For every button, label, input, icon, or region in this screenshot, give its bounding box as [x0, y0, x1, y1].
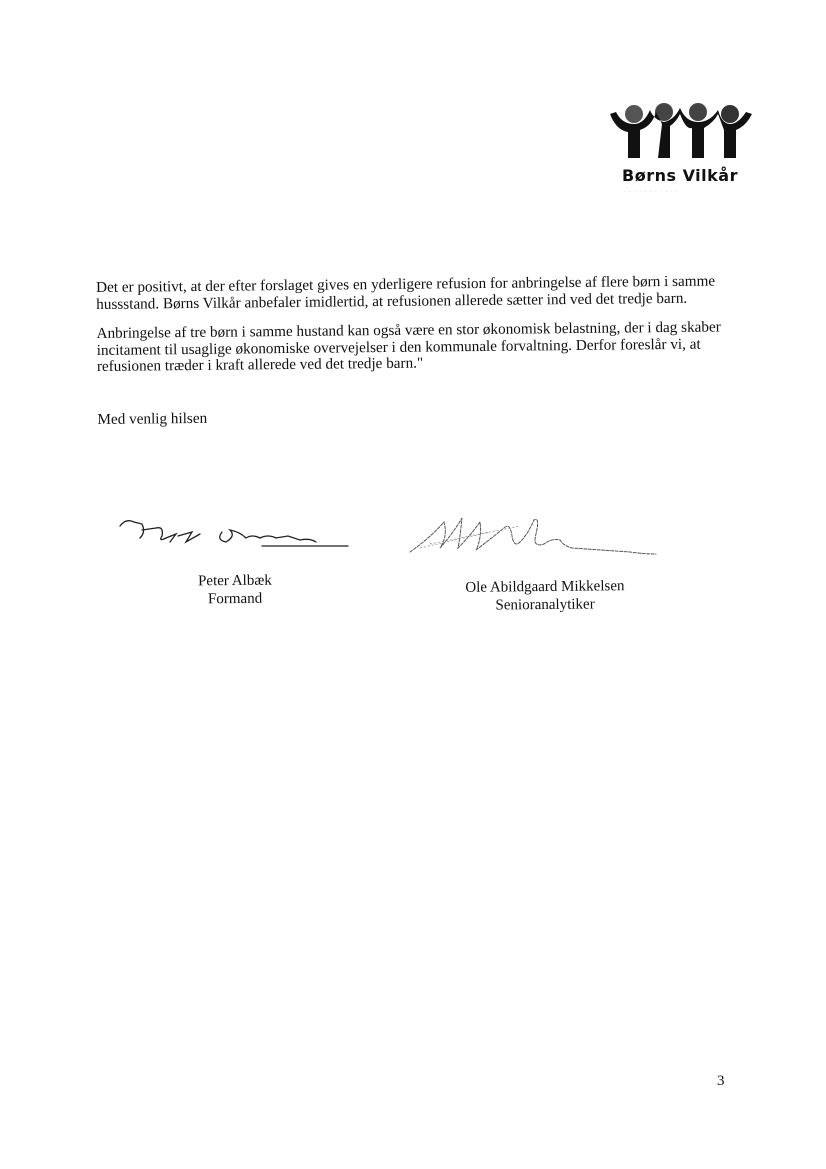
signatory-1: [150, 571, 320, 609]
closing-salutation: Med venlig hilsen: [97, 409, 208, 428]
signature-peter-albaek: [112, 512, 352, 562]
borns-vilkar-logo: [606, 100, 756, 210]
logo-wordmark: Børns Vilkår: [622, 166, 738, 185]
paragraph-third-child: Anbringelse af tre børn i samme hustand kan også være en stor økonomisk belastning, der i dag skaber incitament til usaglige økonomiske overvejelser i den kommunale forvaltning. Derfor foreslår vi, at refusionen træder i kraft allerede ved det tredje barn.": [96, 318, 721, 375]
logo-tagline-faint: · · · · · · · · · · ·: [624, 189, 679, 195]
signatory-2-name: Ole Abildgaard Mikkelsen: [465, 578, 625, 596]
signatory-2-title: Senioranalytiker: [495, 596, 595, 614]
signatory-2: [440, 577, 650, 615]
signature-ole-abildgaard-mikkelsen: [400, 508, 660, 563]
letter-body: [96, 273, 768, 441]
signatory-1-name: Peter Albæk: [197, 572, 272, 590]
three-children-arms-raised-icon: [606, 100, 756, 166]
paragraph-refusion: Det er positivt, at der efter forslaget gives en yderligere refusion for anbringelse af flere børn i samme hussstand. Børns Vilkår anbefaler imidlertid, at refusionen allerede sætter ind ved det tredje barn.: [95, 272, 716, 313]
signatory-1-title: Formand: [207, 590, 263, 608]
page-number: 3: [717, 1073, 725, 1089]
